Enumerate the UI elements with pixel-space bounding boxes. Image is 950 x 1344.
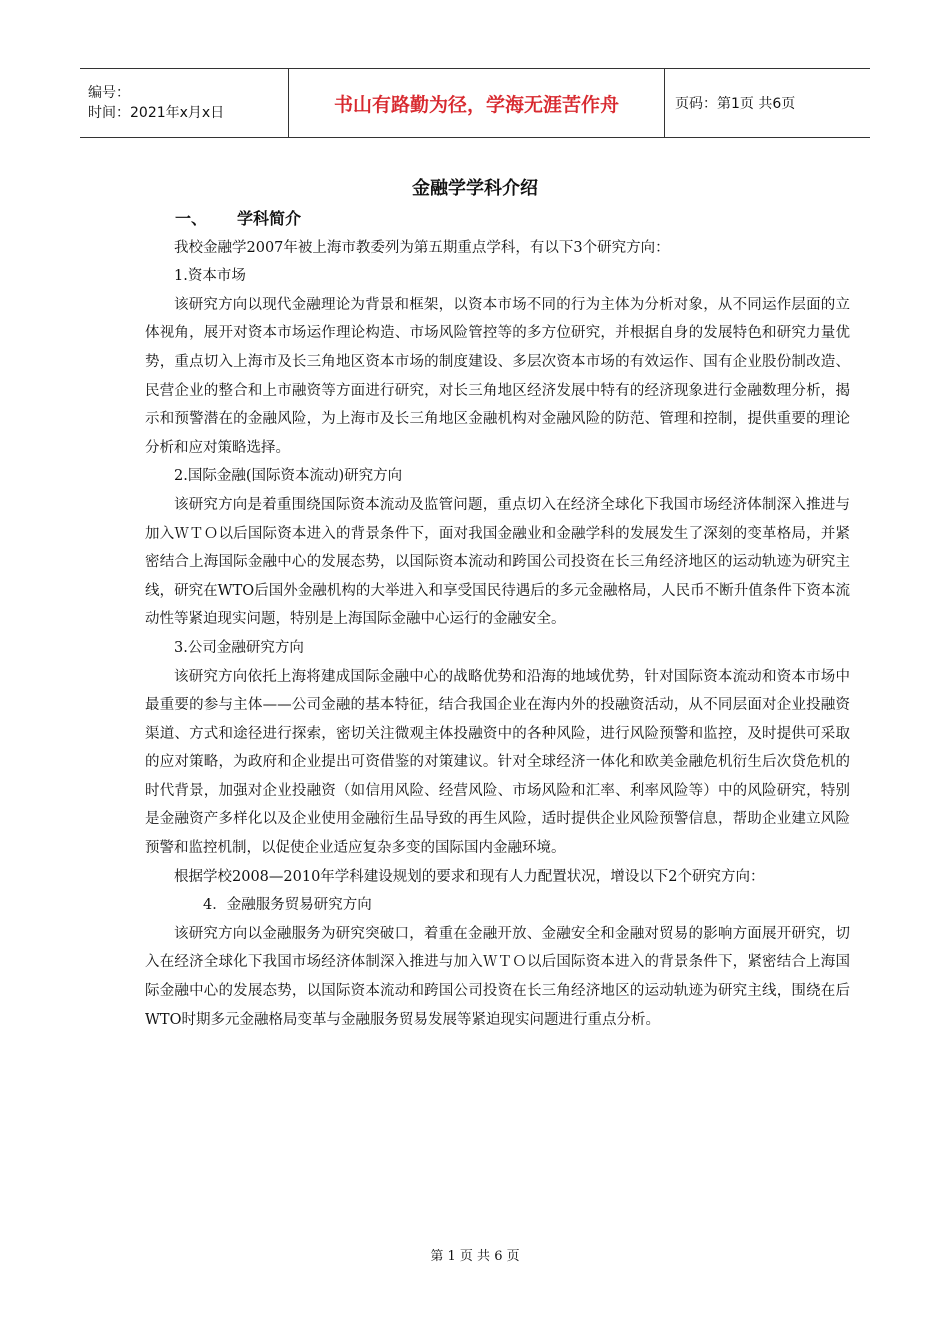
- motto-text: 书山有路勤为径，学海无涯苦作舟: [333, 93, 619, 116]
- direction-3-title: 3.公司金融研究方向: [174, 639, 304, 656]
- direction-3-body: 该研究方向依托上海将建成国际金融中心的战略优势和沿海的地域优势，针对国际资本流动和资本市场中最重要的参与主体——公司金融的基本特征，结合我国企业在海内外的投融资活动，从不同层面对企业投融资渠道、方式和途径进行探索，密切关注微观主体投融资中的各种风险，进行风险预警和监控，及时提供可采取的应对策略，为政府和企业提出可资借鉴的对策建议。针对全球经济一体化和欧美金融危机衍生后次贷危机的时代背景，加强对企业投融资（如信用风险、经营风险、市场风险和汇率、利率风险等）中的风险研究，特别是金融资产多样化以及企业使用金融衍生品导致的再生风险，适时提供企业风险预警信息，帮助企业建立风险预警和监控机制，以促使企业适应复杂多变的国际国内金融环境。: [145, 668, 850, 857]
- direction-2-title: 2.国际金融(国际资本流动)研究方向: [174, 468, 403, 485]
- direction-4-body: 该研究方向以金融服务为研究突破口，着重在金融开放、金融安全和金融对贸易的影响方面展开研究，切入在经济全球化下我国市场经济体制深入推进与加入ＷＴＯ以后国际资本进入的背景条件下，紧密结合上海国际金融中心的发展态势，以国际资本流动和跨国公司投资在长三角经济地区的运动轨迹为研究主线，围绕在后WTO时期多元金融格局变革与金融服务贸易发展等紧迫现实问题进行重点分析。: [145, 925, 850, 1028]
- direction-1-body: 该研究方向以现代金融理论为背景和框架，以资本市场不同的行为主体为分析对象，从不同运作层面的立体视角，展开对资本市场运作理论构造、市场风险管控等的多方位研究，并根据自身的发展特色和研究力量优势，重点切入上海市及长三角地区资本市场的制度建设、多层次资本市场的有效运作、国有企业股份制改造、民营企业的整合和上市融资等方面进行研究，对长三角地区经济发展中特有的经济现象进行金融数理分析，揭示和预警潜在的金融风险，为上海市及长三角地区金融机构对金融风险的防范、管理和控制，提供重要的理论分析和应对策略选择。: [145, 296, 850, 456]
- header-table: [80, 68, 870, 138]
- section-title: 学科简介: [237, 209, 302, 228]
- direction-1-title: 1.资本市场: [174, 268, 246, 285]
- header-motto-cell: [288, 69, 665, 137]
- number-label: 编号：: [88, 85, 130, 101]
- header-right-cell: [665, 69, 870, 137]
- plan-paragraph: 根据学校2008—2010年学科建设规划的要求和现有人力配置状况，增设以下2个研究方向：: [174, 868, 765, 885]
- document-body: [145, 205, 850, 1034]
- header-left-cell: [80, 69, 288, 137]
- direction-4-title: 4．金融服务贸易研究方向: [203, 897, 372, 914]
- time-label: 时间：2021年x月x日: [88, 105, 225, 121]
- section-heading: [175, 205, 850, 234]
- direction-2-body: 该研究方向是着重围绕国际资本流动及监管问题，重点切入在经济全球化下我国市场经济体制深入推进与加入ＷＴＯ以后国际资本进入的背景条件下，面对我国金融业和金融学科的发展发生了深刻的变革格局，并紧密结合上海国际金融中心的发展态势，以国际资本流动和跨国公司投资在长三角经济地区的运动轨迹为研究主线，研究在WTO后国外金融机构的大举进入和享受国民待遇后的多元金融格局，人民币不断升值条件下资本流动性等紧迫现实问题，特别是上海国际金融中心运行的金融安全。: [145, 496, 850, 628]
- page-footer: 第 1 页 共 6 页: [430, 1249, 520, 1264]
- section-number: 一、: [175, 209, 208, 228]
- document-title: 金融学学科介绍: [412, 178, 538, 199]
- page-code: 页码：第1页 共6页: [675, 96, 796, 112]
- intro-paragraph: 我校金融学2007年被上海市教委列为第五期重点学科，有以下3个研究方向：: [174, 239, 670, 256]
